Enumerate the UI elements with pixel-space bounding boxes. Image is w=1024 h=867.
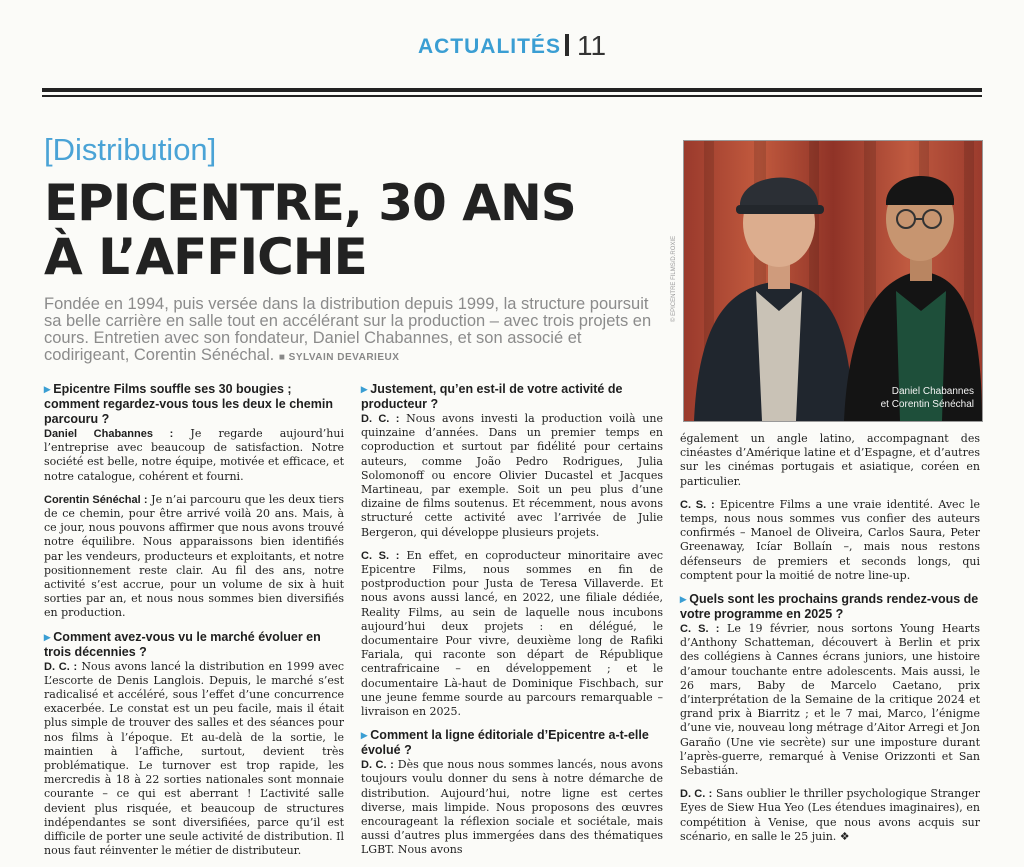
article-standfirst (44, 296, 666, 366)
speaker-label: C. S. : (680, 498, 715, 511)
answer-text: Nous avons investi la production voilà une quinzaine d’années. Dans un premier temps en coproduction et surtout par fidélité pour certains auteurs, comme João Pedro Rodrigues, Julia Solomonoff ou encore Olivier Ducastel et Jacques Martineau, par exemple. Soit un peu plus d’une dizaine de films soutenus. Et récemment, nous avons structuré cette activité avec l’arrivée de Julie Bergeron, qui développe plusieurs projets. (361, 412, 663, 539)
interview-answer (680, 432, 980, 489)
photo-caption-line-1: Daniel Chabannes (891, 386, 974, 397)
speaker-label: D. C. : (44, 660, 78, 673)
interview-question: ▸ Epicentre Films souffle ses 30 bougies ; comment regardez-vous tous les deux le chemin parcouru ? (44, 382, 344, 427)
headline-line-2: À L’AFFICHE (44, 228, 367, 286)
interview-answer (44, 427, 344, 484)
speaker-label: Corentin Sénéchal : (44, 493, 148, 506)
header-rule-thin (42, 95, 982, 97)
header-rule (42, 88, 982, 92)
photo-caption (881, 385, 974, 411)
interview-question: ▸ Comment la ligne éditoriale d’Epicentre a-t-elle évolué ? (361, 728, 663, 758)
speaker-label: C. S. : (361, 549, 400, 562)
interview-question: ▸ Comment avez-vous vu le marché évoluer en trois décennies ? (44, 630, 344, 660)
interview-question: ▸ Quels sont les prochains grands rendez-vous de votre programme en 2025 ? (680, 592, 980, 622)
article-photo (683, 140, 983, 422)
answer-text: Sans oublier le thriller psychologique Stranger Eyes de Siew Hua Yeo (Les étendues imaginaires), en compétition à Venise, que nous avons acquis sur scénario, en salle le 25 juin. ❖ (680, 787, 980, 843)
header-divider (565, 34, 569, 56)
article-headline (44, 176, 576, 284)
answer-text: Nous avons lancé la distribution en 1999 avec L’escorte de Denis Langlois. Depuis, le marché s’est radicalisé et accéléré, sous l’effet d’une concurrence exacerbée. Le constat est un peu facile, mais il était plus simple de trouver des salles et des séances pour nos films à l’époque. Et au-delà de la sortie, le maintien à l’affiche, surtout, devient très problématique. Le turnover est trop rapide, les mercredis à 18 à 22 sorties nationales sont monnaie courante – ce qui est aberrant ! L’activité salle devient plus risquée, et beaucoup de structures indépendantes se sont diversifiées, parce qu’il est difficile de porter une seule activité de distribution. Il nous faut réinventer le métier de distributeur. (44, 659, 344, 858)
page-number: 11 (576, 30, 607, 61)
photo-illustration (684, 141, 982, 421)
article-column-3 (680, 432, 980, 853)
interview-answer (361, 412, 663, 540)
interview-answer (680, 622, 980, 778)
standfirst-text: Fondée en 1994, puis versée dans la distribution depuis 1999, la structure poursuit sa belle carrière en salle tout en accélérant sur la production – avec trois projets en cours. Entretien avec son fondateur, Daniel Chabannes, et son associé et codirigeant, Corentin Sénéchal. (44, 295, 652, 364)
speaker-label: D. C. : (361, 759, 394, 772)
headline-line-1: EPICENTRE, 30 ANS (44, 174, 576, 232)
speaker-label: D. C. : (361, 413, 400, 425)
answer-text: également un angle latino, accompagnant des cinéastes d’Amérique latine et d’Espagne, et d’autres sur les cinémas portugais et asiatique, coréen en particulier. (680, 432, 980, 488)
interview-question: ▸ Justement, qu’en est-il de votre activité de producteur ? (361, 382, 663, 412)
page-header (0, 30, 1024, 62)
interview-answer (44, 493, 344, 621)
answer-text: Je regarde aujourd’hui l’entreprise avec beaucoup de satisfaction. Notre société est belle, notre équipe, motivée et efficace, et notre catalogue, cohérent et fourni. (44, 427, 344, 483)
interview-answer (680, 498, 980, 583)
answer-text: Le 19 février, nous sortons Young Hearts d’Anthony Schatteman, découvert à Berlin et prix des collégiens à Cannes écrans juniors, une histoire d’amour touchante entre adolescents. Mais aussi, le 26 mars, Baby de Marcelo Caetano, prix d’interprétation de la Semaine de la critique 2024 et grand prix à Biarritz ; et le 7 mai, Marco, l’énigme d’une vie, nouveau long métrage d’Aitor Arregi et Jon Garaño (Une vie secrète) sur une imposture durant l’après-guerre, remarqué à Venise Orizzonti et San Sebastián. (680, 622, 980, 778)
answer-text: Epicentre Films a une vraie identité. Avec le temps, nous nous sommes vus confier des auteurs confirmés – Manoel de Oliveira, Carlos Saura, Peter Greenaway, Icíar Bollaín –, mais nous restons défenseurs de premiers et seconds longs, qui comptent pour la moitié de notre line-up. (680, 497, 980, 582)
article-rubric: [Distribution] (44, 132, 217, 167)
interview-answer (361, 549, 663, 719)
byline: ■ SYLVAIN DEVARIEUX (278, 352, 400, 363)
photo-credit: © EPICENTRE FILMS/D.ROXIE (671, 235, 677, 322)
interview-answer (680, 787, 980, 844)
article-column-1 (44, 382, 344, 867)
answer-text: En effet, en coproducteur minoritaire avec Epicentre Films, nous sommes en fin de postproduction pour Justa de Teresa Villaverde. Et nous avons aussi lancé, en 2022, une filiale dédiée, Reality Films, au sein de laquelle nous incubons aujourd’hui deux projets : en délégué, le documentaire Pour vivre, deuxième long de Rafiki Fariala, qui raconte son départ de République centrafricaine – en développement ; et le documentaire Là-haut de Dominique Fischbach, sur une jeune femme sourde au parcours remarquable – livraison en 2025. (361, 548, 663, 719)
answer-text: Je n’ai parcouru que les deux tiers de ce chemin, pour être arrivé voilà 20 ans. Mais, à ce jour, nous pouvons affirmer que nous avons trouvé notre équilibre. Nous apparaissons bien identifiés par les vendeurs, producteurs et exploitants, et notre positionnement reste clair. Au fil des ans, notre activité s’est accrue, pour un volume de six à huit sorties par an, et nous nous sommes bien diversifiés en production. (44, 492, 345, 620)
answer-text: Dès que nous nous sommes lancés, nous avons toujours voulu donner du sens à notre démarche de distribution. Aujourd’hui, notre ligne est certes diverse, mais limpide. Nous proposons des œuvres encourageant la réflexion sociale et sociétale, mais aussi d’autres plus immergées dans des thématiques LGBT. Nous avons (361, 758, 663, 857)
speaker-label: D. C. : (680, 788, 713, 801)
photo-caption-line-2: et Corentin Sénéchal (880, 399, 974, 410)
section-name: ACTUALITÉS (417, 35, 561, 58)
interview-answer (44, 660, 344, 859)
byline-author: SYLVAIN DEVARIEUX (288, 352, 400, 363)
speaker-label: C. S. : (680, 623, 720, 636)
speaker-label: Daniel Chabannes : (44, 428, 174, 440)
interview-answer (361, 758, 663, 857)
article-column-2 (361, 382, 663, 867)
